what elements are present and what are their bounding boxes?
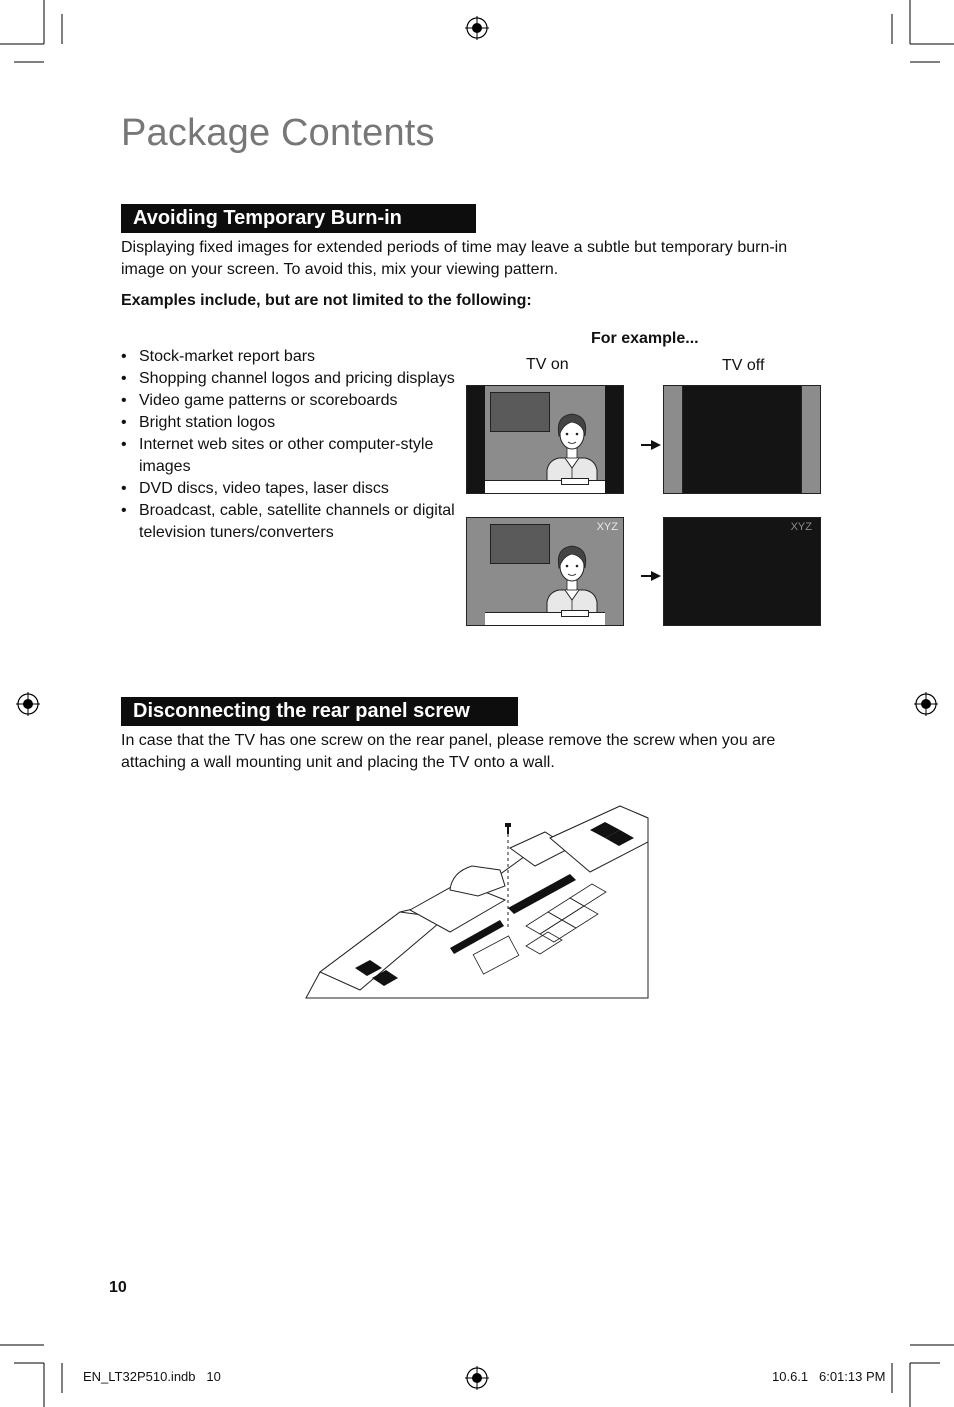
arrow-right-icon [639, 569, 663, 583]
list-item: • Internet web sites or other computer-style images [121, 434, 456, 478]
list-item: • DVD discs, video tapes, laser discs [121, 478, 456, 500]
tv-on-screen-pillarbox [466, 385, 624, 494]
tv-on-screen-station-logo [466, 517, 624, 626]
list-item: • Video game patterns or scoreboards [121, 390, 456, 412]
list-item: • Broadcast, cable, satellite channels or digital television tuners/converters [121, 500, 456, 544]
station-logo-text: XYZ [596, 521, 618, 533]
list-item: • Stock-market report bars [121, 346, 456, 368]
examples-list [121, 346, 456, 544]
tv-rear-panel-illustration [300, 800, 650, 1000]
footer-file-name: EN_LT32P510.indb 10 [83, 1369, 221, 1384]
tv-off-screen-burn-in-logo [663, 517, 821, 626]
section-heading-burn-in: Avoiding Temporary Burn-in [121, 204, 476, 233]
page-number: 10 [109, 1279, 127, 1296]
screw-icon [505, 823, 511, 834]
rear-screw-body: In case that the TV has one screw on the rear panel, please remove the screw when you are attaching a wall mounting unit and placing the TV onto a wall. [121, 732, 776, 771]
section-heading-rear-screw: Disconnecting the rear panel screw [121, 697, 518, 726]
page-title: Package Contents [121, 112, 435, 154]
registration-mark-bottom [465, 1366, 489, 1390]
examples-heading: Examples include, but are not limited to the following: [121, 292, 532, 309]
registration-mark-left [16, 692, 40, 716]
list-item: • Bright station logos [121, 412, 456, 434]
burned-in-logo-text: XYZ [790, 521, 812, 533]
figure-caption: For example... [591, 330, 699, 347]
burn-in-intro: Displaying fixed images for extended periods of time may leave a subtle but temporary burn-in image on your screen. To avoid this, mix your viewing pattern. [121, 239, 788, 278]
list-item: • Shopping channel logos and pricing displays [121, 368, 456, 390]
tv-off-label: TV off [722, 357, 765, 374]
registration-mark-top [465, 16, 489, 40]
tv-on-label: TV on [526, 356, 569, 373]
footer-timestamp: 10.6.1 6:01:13 PM [772, 1369, 886, 1384]
tv-off-screen-burn-in-bars [663, 385, 821, 494]
arrow-right-icon [639, 438, 663, 452]
registration-mark-right [914, 692, 938, 716]
